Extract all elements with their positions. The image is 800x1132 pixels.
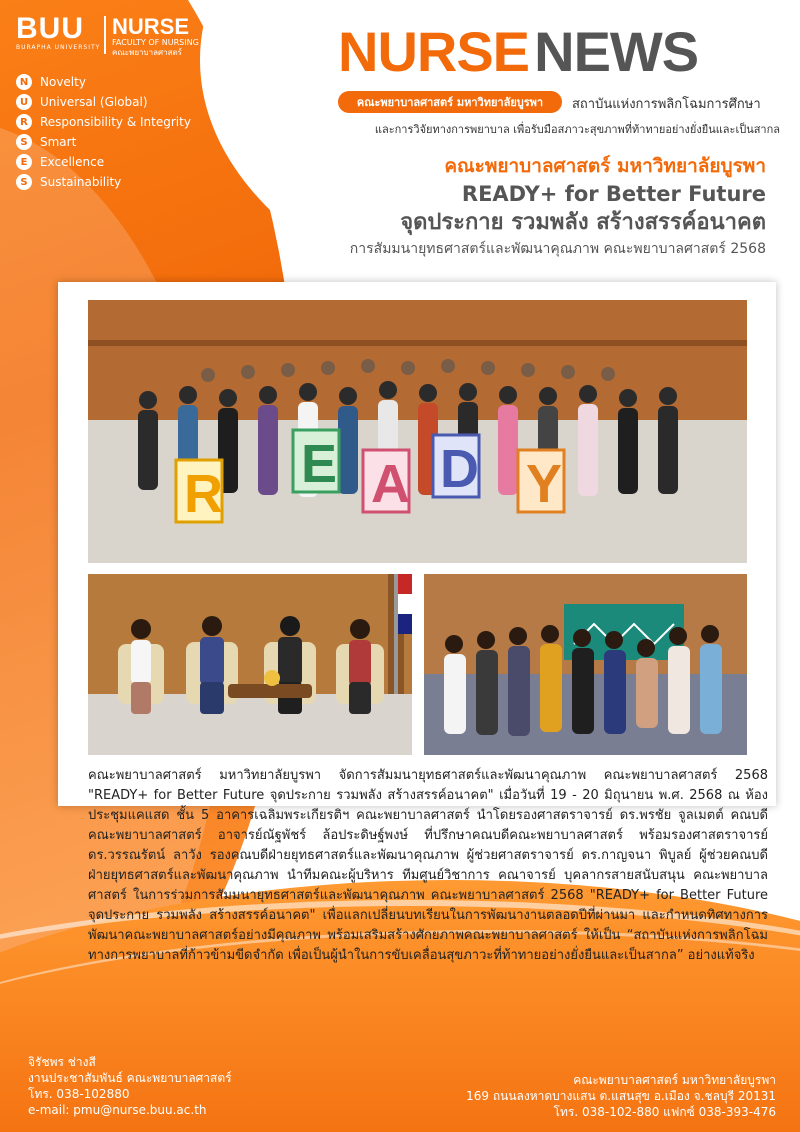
footer-author: จิรัชพร ช่างสี (28, 1055, 96, 1069)
photo-executives-seated (88, 574, 412, 755)
faculty-logo (16, 12, 199, 57)
value-label: Sustainability (40, 175, 122, 189)
footer-unit: งานประชาสัมพันธ์ คณะพยาบาลศาสตร์ (28, 1071, 232, 1085)
value-letter-badge: R (16, 114, 32, 130)
footer-phone: โทร. 038-102880 (28, 1087, 130, 1101)
article-body: คณะพยาบาลศาสตร์ มหาวิทยาลัยบูรพา จัดการสัมมนายุทธศาสตร์และพัฒนาคุณภาพ คณะพยาบาลศาสตร์ 2568 "READY+ for Better Future จุดประกาย รวมพลัง สร้างสรรค์อนาคต" เมื่อวันที่ 19 - 20 มิถุนายน พ.ศ. 2568 ณ ห้องประชุมแคแสด ชั้น 5 อาคารเฉลิมพระเกียรติฯ คณะพยาบาลศาสตร์ นำโดยรองศาสตราจารย์ ดร.พรชัย จูลเมตต์ คณบดีคณะพยาบาลศาสตร์ อาจารย์ณัฐพัชร์ ล้อประดิษฐ์พงษ์ ที่ปรึกษาคณบดีคณะพยาบาลศาสตร์ พร้อมรองศาสตราจารย์ ดร.วรรณรัตน์ ลาวัง รองคณบดีฝ่ายยุทธศาสตร์และพัฒนาคุณภาพ ผู้ช่วยศาสตราจารย์ ดร.กาญจนา พิบูลย์ ผู้ช่วยคณบดีฝ่ายยุทธศาสตร์และพัฒนาคุณภาพ นำทีมคณะผู้บริหาร ทีมศูนย์วิชาการ คณาจารย์ บุคลากรสายสนับสนุน คณะพยาบาลศาสตร์ ในการร่วมการสัมมนายุทธศาสตร์และพัฒนาคุณภาพ คณะพยาบาลศาสตร์ 2568 "READY+ for Better Future จุดประกาย รวมพลัง สร้างสรรค์อนาคต" เพื่อแลกเปลี่ยนบทเรียนในการพัฒนางานตลอดปีที่ผ่านมา และกำหนดทิศทางการพัฒนาคณะพยาบาลศาสตร์อย่างมีคุณภาพ พร้อมเสริมสร้างศักยภาพคณะพยาบาลศาสตร์ ให้เป็น “สถาบันแห่งการพลิกโฉมทางการพยาบาลที่ก้าวข้ามขีดจำกัด เพื่อเป็นผู้นำในการขับเคลื่อนสุขภาวะที่ท้าทายอย่างยั่งยืนและเป็นสากล” อย่างแท้จริง (88, 768, 768, 963)
value-item (16, 132, 191, 152)
logo-divider (104, 16, 106, 54)
article-headline (350, 152, 766, 260)
ready-letter-y: Y (526, 454, 563, 514)
ready-letter-a: A (371, 454, 410, 514)
logo-buu: BUU (16, 12, 84, 45)
tagline-line-2: และการวิจัยทางการพยาบาล เพื่อรับมือสภาวะสุขภาพที่ท้าทายอย่างยั่งยืนและเป็นสากล (374, 123, 780, 136)
masthead-news: NEWS (534, 20, 699, 83)
value-letter-badge: U (16, 94, 32, 110)
value-label: Responsibility & Integrity (40, 115, 191, 129)
value-letter-badge: E (16, 154, 32, 170)
group-photo-illustration (88, 300, 747, 563)
footer-org: คณะพยาบาลศาสตร์ มหาวิทยาลัยบูรพา (573, 1073, 776, 1087)
value-label: Universal (Global) (40, 95, 148, 109)
faculty-pill: คณะพยาบาลศาสตร์ มหาวิทยาลัยบูรพา (338, 91, 562, 113)
tagline-line-1: สถาบันแห่งการพลิกโฉมการศึกษา (572, 97, 761, 112)
masthead-nurse: NURSE (338, 20, 530, 83)
footer-address (466, 1072, 776, 1120)
headline-subtitle: การสัมมนายุทธศาสตร์และพัฒนาคุณภาพ คณะพยาบาลศาสตร์ 2568 (349, 241, 766, 257)
footer-contact-author (28, 1054, 232, 1118)
content-card (58, 282, 776, 806)
logo-nurse: NURSE (112, 14, 190, 39)
values-list (16, 72, 191, 192)
footer-contact-line: โทร. 038-102-880 แฟกซ์ 038-393-476 (553, 1105, 776, 1119)
headline-slogan: READY+ for Better Future (461, 182, 766, 206)
masthead-title (338, 22, 784, 82)
value-item (16, 152, 191, 172)
footer-email[interactable]: e-mail: pmu@nurse.buu.ac.th (28, 1103, 207, 1117)
value-letter-badge: S (16, 134, 32, 150)
value-item (16, 92, 191, 112)
logo-buu-sub: BURAPHA UNIVERSITY (16, 44, 101, 51)
ready-letter-d: D (440, 439, 479, 499)
logo-faculty-th: คณะพยาบาลศาสตร์ (112, 48, 182, 57)
team-photo-illustration (424, 574, 747, 755)
headline-slogan-th: จุดประกาย รวมพลัง สร้างสรรค์อนาคต (400, 210, 766, 235)
value-item (16, 112, 191, 132)
value-letter-badge: N (16, 74, 32, 90)
value-label: Novelty (40, 75, 86, 89)
value-label: Excellence (40, 155, 105, 169)
value-item (16, 72, 191, 92)
executives-photo-illustration (88, 574, 412, 755)
logo-nurse-block (112, 16, 199, 58)
value-item (16, 172, 191, 192)
headline-org: คณะพยาบาลศาสตร์ มหาวิทยาลัยบูรพา (444, 155, 766, 177)
ready-letter-e: E (301, 434, 338, 494)
ready-letter-r: R (184, 464, 223, 524)
photo-team-group (424, 574, 747, 755)
group-photo-main (88, 300, 747, 563)
value-label: Smart (40, 135, 77, 149)
logo-faculty-en: FACULTY OF NURSING (112, 38, 199, 47)
value-letter-badge: S (16, 174, 32, 190)
footer-address-line: 169 ถนนลงหาดบางแสน ต.แสนสุข อ.เมือง จ.ชลบุรี 20131 (466, 1089, 776, 1103)
